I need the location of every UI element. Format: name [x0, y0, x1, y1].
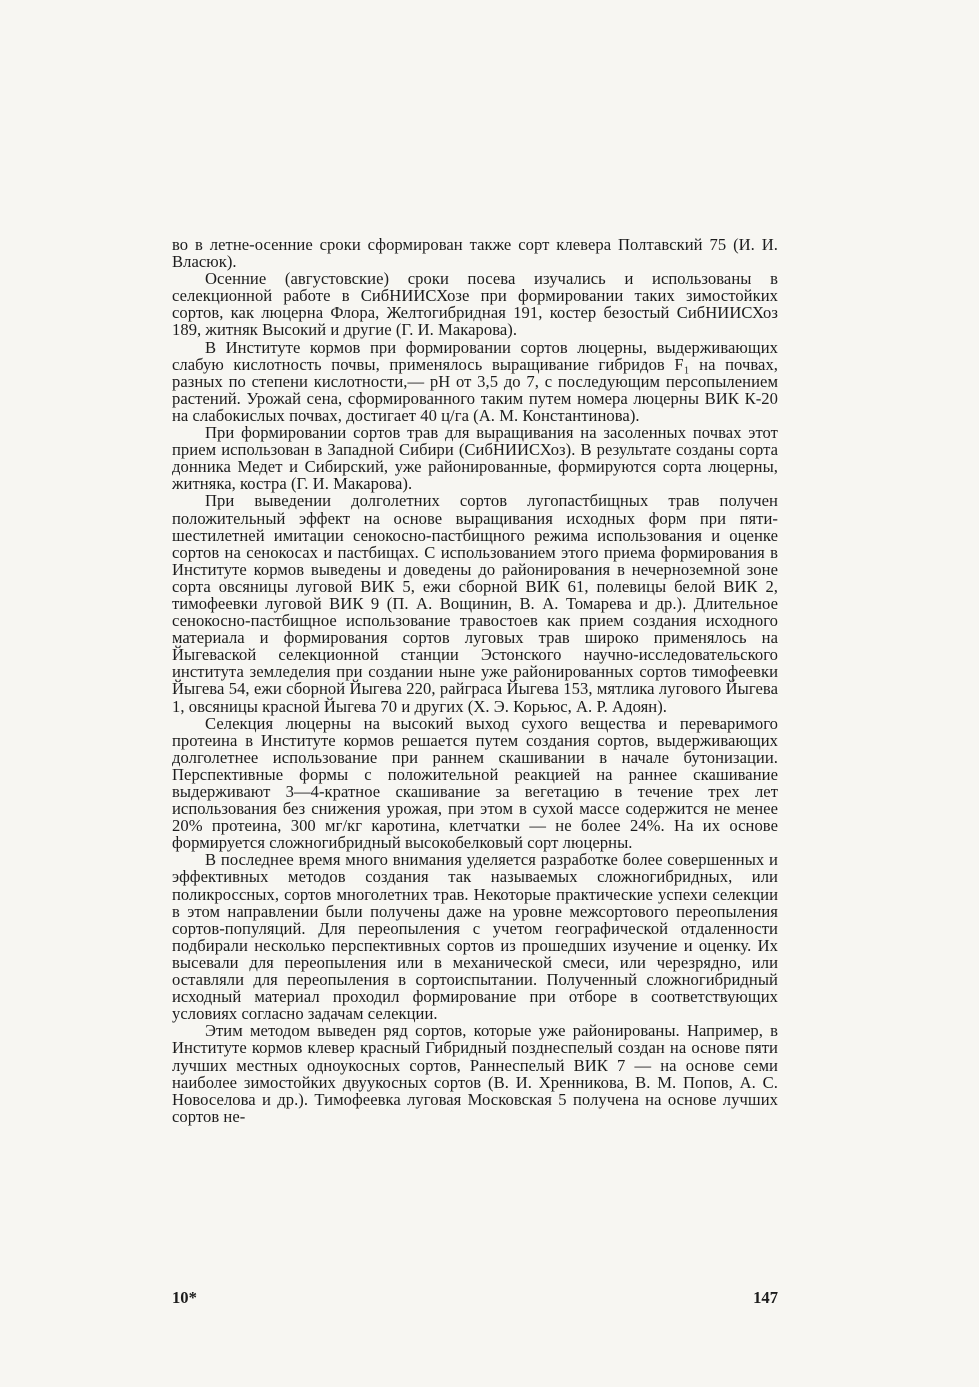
paragraph-3: В Институте кормов при формировании сортов люцерны, выдерживающих слабую кислотность почвы, применялось выращивание гибридов F₁ на почвах, разных по степени кислотности,— pH от 3,5 до 7, с последующим персопылением растений. Урожай сена, сформированного таким путем номера люцерны ВИК К-20 на слабокислых почвах, достигает 40 ц/га (А. М. Константинова). [172, 337, 778, 425]
paragraph-4: При формировании сортов трав для выращивания на засоленных почвах этот прием использован в Западной Сибири (СибНИИСХоз). В результате созданы сорта донника Медет и Сибирский, уже районированные, формируются сорта люцерны, житняка, костра (Г. И. Макарова). [172, 423, 778, 494]
paragraph-1: во в летне-осенние сроки сформирован также сорт клевера Полтавский 75 (И. И. Власюк). [172, 235, 778, 272]
signature-mark: 10* [172, 1288, 197, 1307]
paragraph-7: В последнее время много внимания уделяется разработке более совершенных и эффективных методов создания так называемых сложногибридных, или поликроссных, сортов многолетних трав. Некоторые практические успехи селекции в этом направлении были получены даже на уровне межсортового переопыления сортов-популяций. Для переопыления с учетом географической отдаленности подбирали несколько перспективных сортов из прошедших изучение и оценку. Их высевали для переопыления или в механической смеси, или черезрядно, или оставляли для переопыления в сортоиспытании. Полученный сложногибридный исходный материал проходил формирование при отборе в соответствующих условиях согласно задачам селекции. [172, 850, 778, 1024]
page-footer [172, 1288, 778, 1310]
paragraph-2: Осенние (августовские) сроки посева изучались и использованы в селекционной работе в СибНИИСХозе при формировании таких зимостойких сортов, как люцерна Флора, Желтогибридная 191, костер безостый СибНИИСХоз 189, житняк Высокий и другие (Г. И. Макарова). [172, 269, 778, 340]
page-number: 147 [753, 1288, 778, 1307]
paragraph-8: Этим методом выведен ряд сортов, которые уже районированы. Например, в Институте кормов клевер красный Гибридный позднеспелый создан на основе пяти лучших местных одноукосных сортов, Раннеспелый ВИК 7 — на основе семи наиболее зимостойких двуукосных сортов (В. И. Хренникова, В. М. Попов, А. С. Новоселова и др.). Тимофеевка луговая Московская 5 получена на основе лучших сортов не- [172, 1021, 778, 1126]
body-text [172, 236, 778, 1125]
paragraph-5: При выведении долголетних сортов лугопастбищных трав получен положительный эффект на основе выращивания исходных форм при пяти-шестилетней имитации сенокосно-пастбищного режима использования и оценке сортов на сенокосах и пастбищах. С использованием этого приема формирования в Институте кормов выведены и доведены до районирования в нечерноземной зоне сорта овсяницы луговой ВИК 5, ежи сборной ВИК 61, полевицы белой ВИК 2, тимофеевки луговой ВИК 9 (П. А. Вощинин, В. А. Томарева и др.). Длительное сенокосно-пастбищное использование травостоев как прием создания исходного материала и формирования сортов луговых трав широко применялось на Йыгеваской селекционной станции Эстонского научно-исследовательского института земледелия при создании ныне уже районированных сортов тимофеевки Йыгева 54, ежи сборной Йыгева 220, райграса Йыгева 153, мятлика лугового Йыгева 1, овсяницы красной Йыгева 70 и других (Х. Э. Корьюс, А. Р. Адоян). [172, 491, 778, 716]
paragraph-6: Селекция люцерны на высокий выход сухого вещества и переваримого протеина в Институте кормов решается путем создания сортов, выдерживающих долголетнее использование при раннем скашивании в начале бутонизации. Перспективные формы с положительной реакцией на раннее скашивание выдерживают 3—4-кратное скашивание за вегетацию в течение трех лет использования без снижения урожая, при этом в сухой массе содержится не менее 20% протеина, 300 мг/кг каротина, клетчатки — не более 24%. На их основе формируется сложногибридный высокобелковый сорт люцерны. [172, 713, 778, 853]
